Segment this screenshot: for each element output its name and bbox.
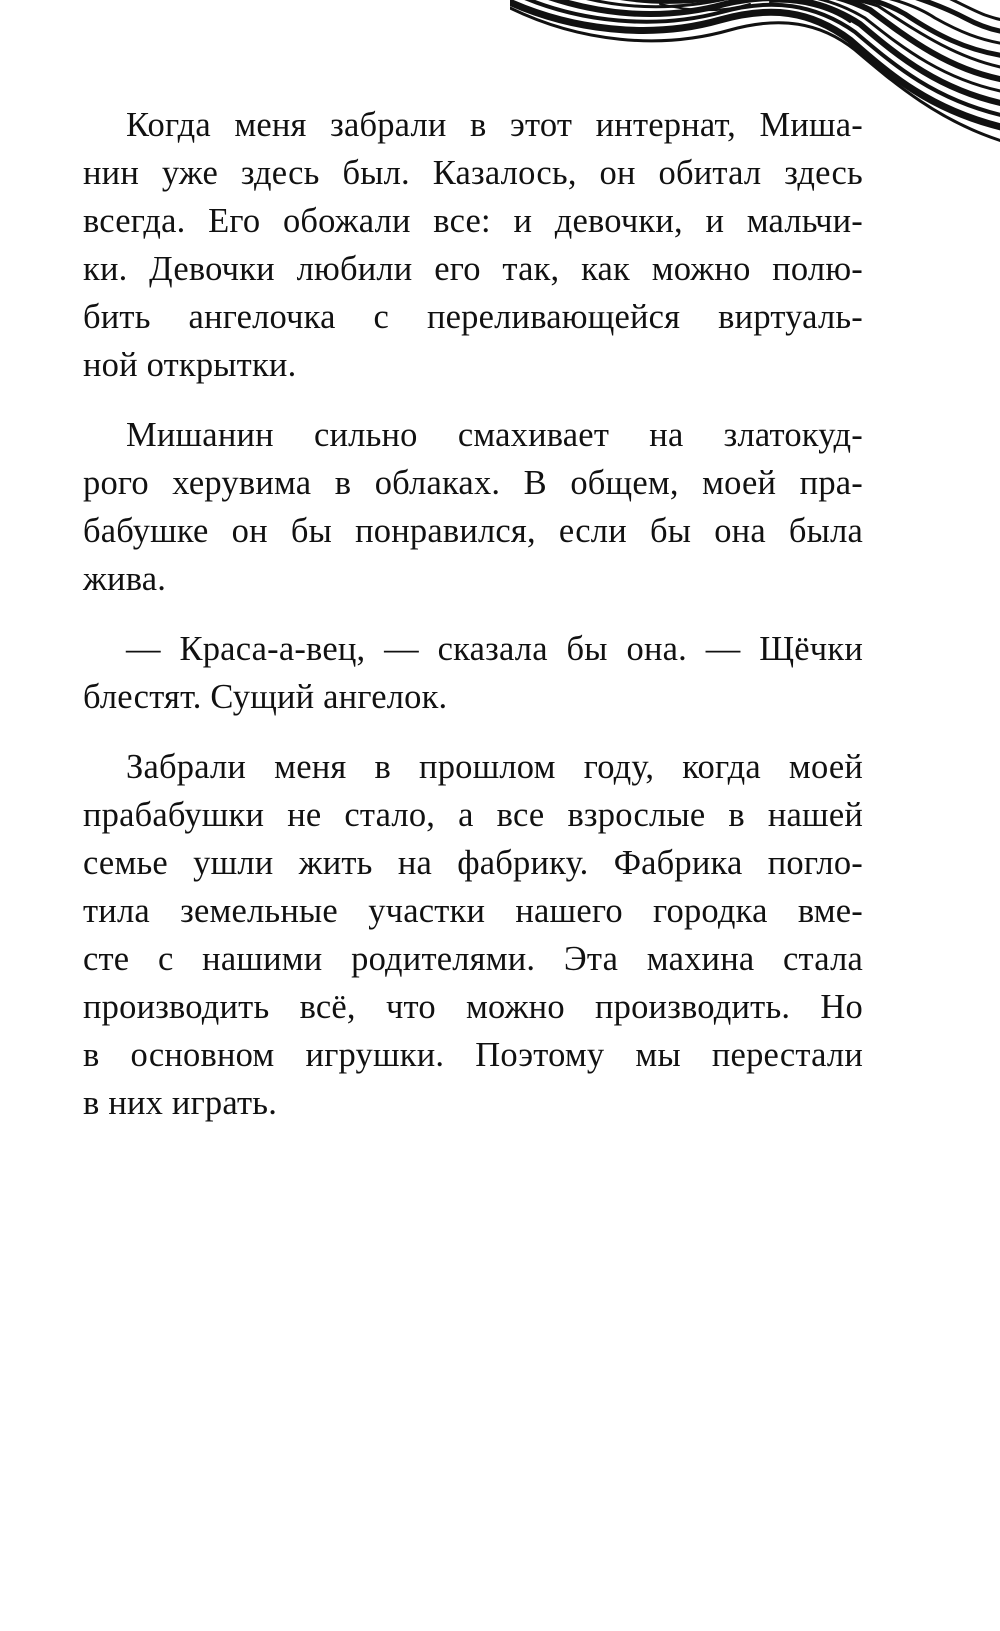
text-line: нин уже здесь был. Казалось, он обитал здесь xyxy=(83,154,863,192)
text-line: прабабушки не стало, а все взрослые в нашей xyxy=(83,796,863,834)
text-line: производить всё, что можно производить. Но xyxy=(83,988,863,1026)
text-line: тила земельные участки нашего городка вме- xyxy=(83,892,863,930)
text-line: бабушке он бы понравился, если бы она была xyxy=(83,512,863,550)
text-line: бить ангелочка с переливающейся виртуаль- xyxy=(83,298,863,336)
text-line: Забрали меня в прошлом году, когда моей xyxy=(126,748,863,786)
text-line: жива. xyxy=(83,560,167,598)
paragraph-3 xyxy=(83,625,863,721)
text-line: сте с нашими родителями. Эта махина стала xyxy=(83,940,863,978)
text-line: Когда меня забрали в этот интернат, Миша- xyxy=(126,106,863,144)
text-line: всегда. Его обожали все: и девочки, и мальчи- xyxy=(83,202,863,240)
text-line: блестят. Сущий ангелок. xyxy=(83,678,448,716)
text-line: Мишанин сильно смахивает на златокуд- xyxy=(126,416,863,454)
paragraph-4 xyxy=(83,743,863,1127)
body-text xyxy=(83,101,863,1149)
text-line: рого херувима в облаках. В общем, моей пра- xyxy=(83,464,863,502)
paragraph-2 xyxy=(83,411,863,603)
paragraph-1 xyxy=(83,101,863,389)
text-line: семье ушли жить на фабрику. Фабрика погло- xyxy=(83,844,863,882)
text-line: в основном игрушки. Поэтому мы перестали xyxy=(83,1036,863,1074)
text-line: ной открытки. xyxy=(83,346,297,384)
text-line: ки. Девочки любили его так, как можно полю- xyxy=(83,250,863,288)
text-line: в них играть. xyxy=(83,1084,278,1122)
text-line: — Краса-а-вец, — сказала бы она. — Щёчки xyxy=(126,630,863,668)
